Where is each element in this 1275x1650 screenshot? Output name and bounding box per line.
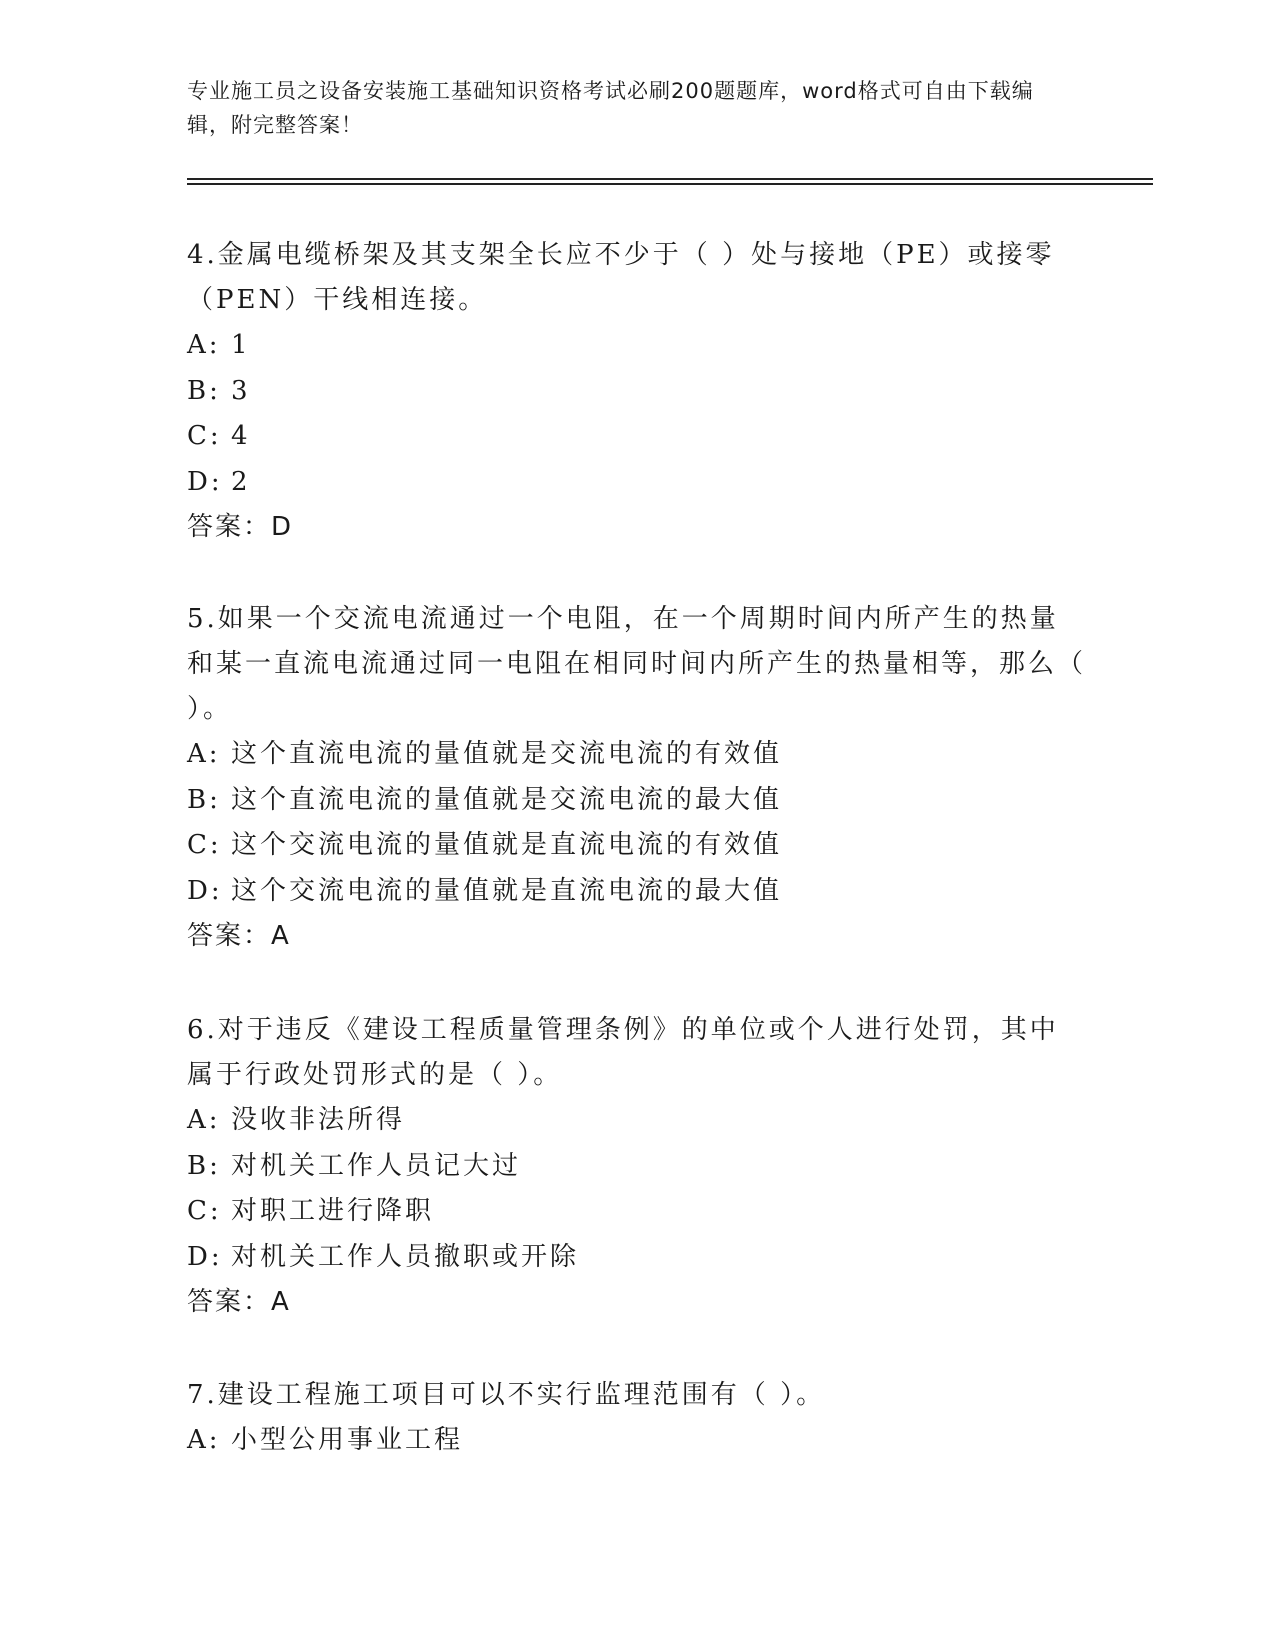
option-text: 这个交流电流的量值就是直流电流的最大值 bbox=[231, 875, 783, 906]
option-text: 对机关工作人员记大过 bbox=[231, 1150, 522, 1181]
option-key: A: bbox=[187, 1425, 221, 1455]
option-text: 这个交流电流的量值就是直流电流的有效值 bbox=[231, 830, 783, 860]
option-key: C: bbox=[187, 421, 222, 451]
option-key: D: bbox=[187, 875, 223, 906]
question-stem: 7.建设工程施工项目可以不实行监理范围有（ ）。 bbox=[187, 1380, 826, 1410]
header-divider-second bbox=[187, 183, 1153, 185]
option-c bbox=[187, 1189, 1087, 1235]
option-text: 对机关工作人员撤职或开除 bbox=[231, 1241, 580, 1272]
option-b bbox=[187, 369, 1087, 415]
option-key: A: bbox=[187, 1105, 221, 1135]
option-text: 2 bbox=[231, 466, 251, 497]
question-7 bbox=[187, 1373, 1087, 1464]
option-text: 这个直流电流的量值就是交流电流的有效值 bbox=[231, 739, 783, 769]
option-key: B: bbox=[187, 784, 221, 815]
option-d bbox=[187, 460, 1087, 506]
option-d bbox=[187, 1235, 1087, 1281]
question-stem: 5.如果一个交流电流通过一个电阻，在一个周期时间内所产生的热量和某一直流电流通过同一电阻在相同时间内所产生的热量相等，那么（ ）。 bbox=[187, 604, 1087, 724]
option-b bbox=[187, 778, 1087, 824]
option-key: A: bbox=[187, 739, 221, 769]
option-text: 没收非法所得 bbox=[231, 1105, 406, 1135]
option-text: 4 bbox=[231, 421, 251, 451]
option-c bbox=[187, 823, 1087, 869]
document-header: 专业施工员之设备安装施工基础知识资格考试必刷200题题库，word格式可自由下载编辑，附完整答案！ bbox=[187, 79, 1034, 137]
question-5 bbox=[187, 597, 1087, 959]
option-a bbox=[187, 732, 1087, 778]
question-stem: 6.对于违反《建设工程质量管理条例》的单位或个人进行处罚，其中属于行政处罚形式的是（ ）。 bbox=[187, 1015, 1059, 1090]
option-b bbox=[187, 1144, 1087, 1190]
question-stem: 4.金属电缆桥架及其支架全长应不少于（ ）处与接地（PE）或接零（PEN）干线相连接。 bbox=[187, 240, 1055, 315]
option-key: D: bbox=[187, 1241, 223, 1272]
header-divider bbox=[187, 178, 1153, 180]
option-key: C: bbox=[187, 830, 222, 860]
question-4 bbox=[187, 233, 1087, 550]
option-key: B: bbox=[187, 375, 221, 406]
answer-line: 答案：A bbox=[187, 921, 291, 951]
option-text: 对职工进行降职 bbox=[231, 1196, 435, 1226]
option-a bbox=[187, 323, 1087, 369]
option-a bbox=[187, 1098, 1087, 1144]
answer-line: 答案：D bbox=[187, 512, 294, 542]
question-6 bbox=[187, 1008, 1087, 1325]
option-a bbox=[187, 1418, 1087, 1464]
option-text: 这个直流电流的量值就是交流电流的最大值 bbox=[231, 784, 783, 815]
option-c bbox=[187, 414, 1087, 460]
option-key: B: bbox=[187, 1150, 221, 1181]
answer-line: 答案：A bbox=[187, 1287, 291, 1317]
option-d bbox=[187, 869, 1087, 915]
option-key: C: bbox=[187, 1196, 222, 1226]
option-key: A: bbox=[187, 330, 221, 360]
option-text: 1 bbox=[231, 330, 251, 360]
option-text: 3 bbox=[231, 375, 251, 406]
option-text: 小型公用事业工程 bbox=[231, 1425, 464, 1455]
option-key: D: bbox=[187, 466, 223, 497]
